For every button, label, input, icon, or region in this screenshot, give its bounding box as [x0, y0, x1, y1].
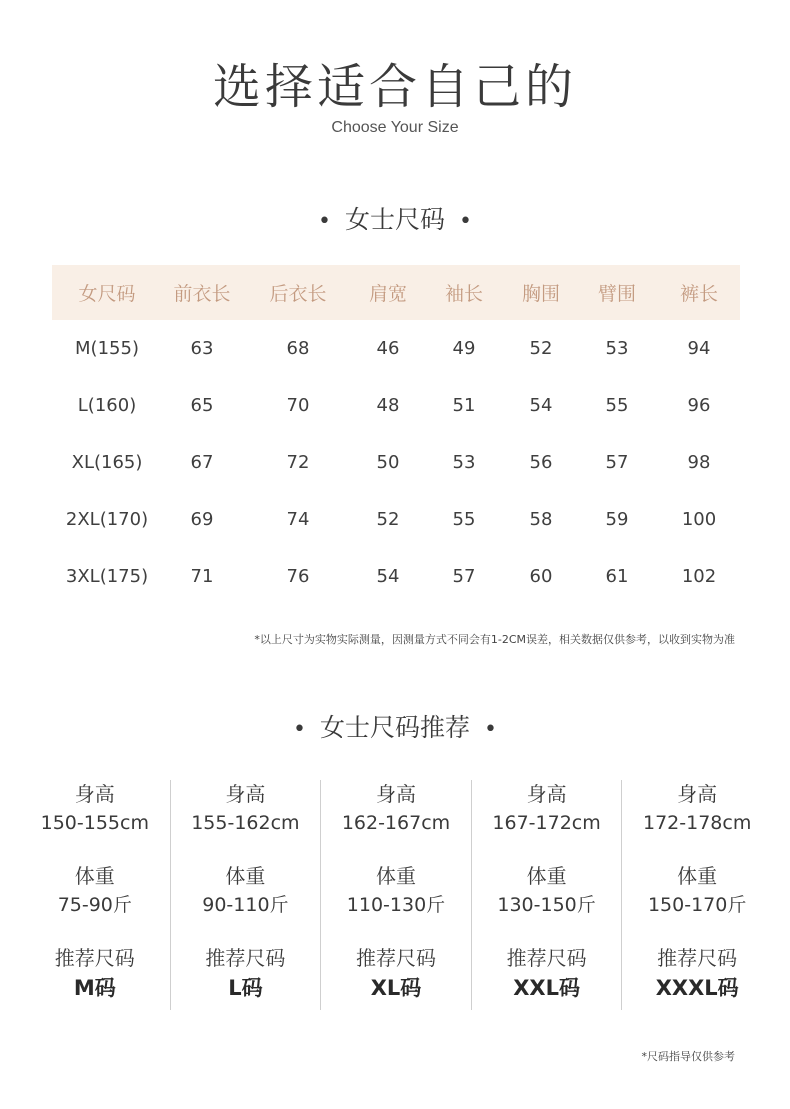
- height-label: 身高: [677, 782, 718, 806]
- weight-label: 体重: [375, 864, 416, 888]
- table-cell: 3XL(175): [65, 566, 149, 587]
- weight-range: 110-130斤: [346, 894, 446, 916]
- recommend-size-label: 推荐尺码: [657, 946, 738, 970]
- height-label: 身高: [526, 782, 567, 806]
- table-cell: 55: [452, 509, 476, 530]
- table-cell: 52: [376, 509, 400, 530]
- table-cell: 51: [452, 395, 476, 416]
- recommend-column: [20, 780, 171, 1010]
- column-header: 前衣长: [162, 265, 242, 320]
- table-cell: 56: [529, 452, 553, 473]
- page-subtitle: Choose Your Size: [331, 119, 459, 136]
- table-cell: 61: [605, 566, 629, 587]
- recommend-note: *尺码指导仅供参考: [641, 1050, 735, 1063]
- table-cell: 60: [529, 566, 553, 587]
- table-cell: 69: [190, 509, 214, 530]
- table-cell: 50: [376, 452, 400, 473]
- weight-range: 75-90斤: [57, 894, 132, 916]
- table-cell: 68: [286, 338, 310, 359]
- table-cell: 100: [681, 509, 717, 530]
- recommend-column: [171, 780, 322, 1010]
- recommended-size: L码: [228, 976, 263, 1000]
- column-header: 裤长: [658, 265, 740, 320]
- page-title: 选择适合自己的: [212, 59, 577, 115]
- weight-range: 150-170斤: [647, 894, 747, 916]
- table-row: [52, 320, 740, 377]
- weight-label: 体重: [526, 864, 567, 888]
- recommend-size-label: 推荐尺码: [205, 946, 286, 970]
- recommend-column: [622, 780, 772, 1010]
- column-header: 肩宽: [354, 265, 422, 320]
- table-cell: 2XL(170): [65, 509, 149, 530]
- size-table: [52, 265, 740, 605]
- table-cell: 74: [286, 509, 310, 530]
- column-header: 后衣长: [242, 265, 354, 320]
- table-cell: 57: [605, 452, 629, 473]
- table-cell: 55: [605, 395, 629, 416]
- table-cell: 67: [190, 452, 214, 473]
- recommended-size: XXXL码: [655, 976, 739, 1000]
- size-section-title: 女士尺码: [344, 205, 445, 234]
- recommended-size: M码: [73, 976, 116, 1000]
- table-cell: 76: [286, 566, 310, 587]
- table-cell: 63: [190, 338, 214, 359]
- recommended-size: XL码: [370, 976, 422, 1000]
- table-cell: 53: [452, 452, 476, 473]
- heading-dot-left: •: [318, 209, 331, 234]
- height-label: 身高: [375, 782, 416, 806]
- table-cell: 53: [605, 338, 629, 359]
- table-cell: XL(165): [71, 452, 143, 473]
- heading-dot-right: •: [459, 209, 472, 234]
- recommend-grid: [20, 780, 772, 1010]
- weight-label: 体重: [74, 864, 115, 888]
- table-row: [52, 434, 740, 491]
- table-row: [52, 491, 740, 548]
- column-header: 臂围: [576, 265, 658, 320]
- recommend-section-heading: [0, 708, 790, 744]
- weight-range: 130-150斤: [497, 894, 596, 916]
- weight-label: 体重: [677, 864, 718, 888]
- table-cell: 71: [190, 566, 214, 587]
- table-cell: 72: [286, 452, 310, 473]
- table-cell: 65: [190, 395, 214, 416]
- table-cell: 94: [687, 338, 711, 359]
- table-cell: 54: [529, 395, 553, 416]
- table-cell: L(160): [77, 395, 137, 416]
- recommend-column: [472, 780, 623, 1010]
- table-row: [52, 548, 740, 605]
- size-section-heading: [0, 200, 790, 236]
- recommend-size-label: 推荐尺码: [54, 946, 135, 970]
- height-range: 150-155cm: [40, 812, 149, 834]
- height-range: 162-167cm: [341, 812, 451, 834]
- table-cell: 98: [687, 452, 711, 473]
- height-range: 155-162cm: [191, 812, 300, 834]
- height-range: 167-172cm: [492, 812, 601, 834]
- weight-label: 体重: [225, 864, 266, 888]
- table-cell: 57: [452, 566, 476, 587]
- table-cell: 46: [376, 338, 400, 359]
- table-cell: M(155): [75, 338, 139, 359]
- table-cell: 70: [286, 395, 310, 416]
- table-row: [52, 377, 740, 434]
- heading-dot-right: •: [484, 717, 497, 742]
- table-cell: 96: [687, 395, 711, 416]
- table-cell: 102: [681, 566, 717, 587]
- weight-range: 90-110斤: [202, 894, 289, 916]
- recommend-size-label: 推荐尺码: [355, 946, 436, 970]
- table-header-row: [52, 265, 740, 320]
- table-cell: 52: [529, 338, 553, 359]
- recommend-size-label: 推荐尺码: [506, 946, 587, 970]
- size-table-note: *以上尺寸为实物实际测量，因测量方式不同会有1-2CM误差，相关数据仅供参考，以收到实物为准: [254, 633, 735, 646]
- table-cell: 54: [376, 566, 400, 587]
- column-header: 胸围: [506, 265, 576, 320]
- table-cell: 48: [376, 395, 400, 416]
- table-cell: 59: [605, 509, 629, 530]
- recommended-size: XXL码: [513, 976, 580, 1000]
- recommend-section-title: 女士尺码推荐: [319, 713, 470, 742]
- column-header: 袖长: [422, 265, 506, 320]
- column-header: 女尺码: [52, 265, 162, 320]
- table-cell: 58: [529, 509, 553, 530]
- height-range: 172-178cm: [643, 812, 752, 834]
- height-label: 身高: [74, 782, 115, 806]
- table-cell: 49: [452, 338, 476, 359]
- recommend-column: [321, 780, 472, 1010]
- height-label: 身高: [225, 782, 266, 806]
- heading-dot-left: •: [293, 717, 306, 742]
